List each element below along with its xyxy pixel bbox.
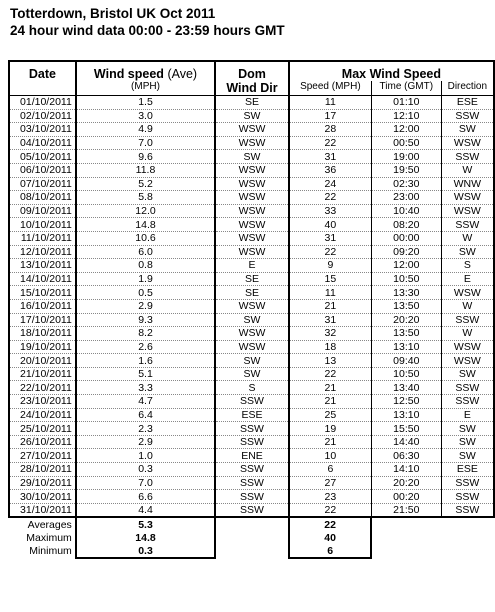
ave-speed-cell: 5.2 bbox=[76, 177, 215, 191]
max-time-cell: 10:40 bbox=[371, 204, 441, 218]
summary-row bbox=[9, 544, 494, 558]
dom-dir-cell: WSW bbox=[215, 204, 289, 218]
table-row bbox=[9, 299, 494, 313]
max-dir-cell: WSW bbox=[441, 136, 494, 150]
date-cell: 16/10/2011 bbox=[9, 299, 76, 313]
max-time-cell: 13:10 bbox=[371, 408, 441, 422]
table-row bbox=[9, 123, 494, 137]
summary-max-speed: 40 bbox=[289, 531, 372, 544]
table-row bbox=[9, 367, 494, 381]
table-row bbox=[9, 327, 494, 341]
date-cell: 02/10/2011 bbox=[9, 109, 76, 123]
dom-dir-cell: WSW bbox=[215, 231, 289, 245]
table-row bbox=[9, 96, 494, 110]
dom-dir-cell: SE bbox=[215, 96, 289, 110]
max-dir-cell: W bbox=[441, 231, 494, 245]
ave-speed-cell: 11.8 bbox=[76, 163, 215, 177]
max-dir-cell: SSW bbox=[441, 381, 494, 395]
ave-speed-cell: 3.3 bbox=[76, 381, 215, 395]
max-dir-cell: WSW bbox=[441, 340, 494, 354]
ave-speed-cell: 9.3 bbox=[76, 313, 215, 327]
date-cell: 27/10/2011 bbox=[9, 449, 76, 463]
ave-speed-cell: 1.5 bbox=[76, 96, 215, 110]
max-speed-cell: 21 bbox=[289, 435, 372, 449]
max-time-cell: 09:20 bbox=[371, 245, 441, 259]
max-time-cell: 00:20 bbox=[371, 490, 441, 504]
date-cell: 13/10/2011 bbox=[9, 259, 76, 273]
ave-speed-cell: 5.8 bbox=[76, 191, 215, 205]
table-row bbox=[9, 163, 494, 177]
table-row bbox=[9, 109, 494, 123]
summary-label: Averages bbox=[27, 518, 72, 531]
date-cell: 08/10/2011 bbox=[9, 191, 76, 205]
table-row bbox=[9, 381, 494, 395]
dom-dir-cell: WSW bbox=[215, 123, 289, 137]
max-time-cell: 21:50 bbox=[371, 503, 441, 517]
ave-speed-cell: 6.4 bbox=[76, 408, 215, 422]
max-dir-cell: WSW bbox=[441, 191, 494, 205]
max-speed-cell: 21 bbox=[289, 395, 372, 409]
max-dir-cell: S bbox=[441, 259, 494, 273]
table-row bbox=[9, 204, 494, 218]
max-dir-cell: W bbox=[441, 163, 494, 177]
dom-dir-cell: SSW bbox=[215, 490, 289, 504]
dom-dir-cell: SW bbox=[215, 354, 289, 368]
table-row bbox=[9, 245, 494, 259]
max-time-cell: 13:40 bbox=[371, 381, 441, 395]
dom-dir-cell: E bbox=[215, 259, 289, 273]
summary-label: Minimum bbox=[29, 545, 72, 558]
max-speed-cell: 24 bbox=[289, 177, 372, 191]
date-cell: 04/10/2011 bbox=[9, 136, 76, 150]
max-dir-cell: ESE bbox=[441, 463, 494, 477]
max-time-cell: 19:50 bbox=[371, 163, 441, 177]
dom-dir-cell: SSW bbox=[215, 503, 289, 517]
max-time-cell: 23:00 bbox=[371, 191, 441, 205]
table-row bbox=[9, 136, 494, 150]
date-cell: 29/10/2011 bbox=[9, 476, 76, 490]
max-speed-cell: 22 bbox=[289, 136, 372, 150]
page-title: Totterdown, Bristol UK Oct 2011 bbox=[10, 6, 216, 21]
wind-data-table bbox=[8, 60, 495, 559]
ave-speed-cell: 7.0 bbox=[76, 136, 215, 150]
max-speed-cell: 10 bbox=[289, 449, 372, 463]
max-speed-cell: 31 bbox=[289, 313, 372, 327]
dom-dir-cell: S bbox=[215, 381, 289, 395]
max-speed-cell: 22 bbox=[289, 191, 372, 205]
dom-header: Dom bbox=[215, 61, 289, 81]
max-time-cell: 00:00 bbox=[371, 231, 441, 245]
max-time-cell: 02:30 bbox=[371, 177, 441, 191]
max-speed-cell: 28 bbox=[289, 123, 372, 137]
max-dir-header: Direction bbox=[441, 81, 494, 96]
ave-speed-cell: 10.6 bbox=[76, 231, 215, 245]
table-row bbox=[9, 395, 494, 409]
max-dir-cell: W bbox=[441, 299, 494, 313]
max-dir-cell: SSW bbox=[441, 476, 494, 490]
table-row bbox=[9, 435, 494, 449]
max-dir-cell: E bbox=[441, 272, 494, 286]
date-cell: 05/10/2011 bbox=[9, 150, 76, 164]
table-row bbox=[9, 231, 494, 245]
dom-dir-cell: SW bbox=[215, 150, 289, 164]
max-dir-cell: SSW bbox=[441, 218, 494, 232]
dom-dir-cell: SE bbox=[215, 286, 289, 300]
max-speed-cell: 13 bbox=[289, 354, 372, 368]
dom-dir-cell: WSW bbox=[215, 299, 289, 313]
date-cell: 01/10/2011 bbox=[9, 96, 76, 110]
ave-speed-cell: 0.3 bbox=[76, 463, 215, 477]
page-subtitle: 24 hour wind data 00:00 - 23:59 hours GMT bbox=[10, 23, 285, 38]
max-time-cell: 01:10 bbox=[371, 96, 441, 110]
ave-speed-cell: 7.0 bbox=[76, 476, 215, 490]
max-wind-header: Max Wind Speed bbox=[289, 61, 494, 81]
dom-dir-cell: SW bbox=[215, 367, 289, 381]
max-dir-cell: SW bbox=[441, 449, 494, 463]
max-dir-cell: SSW bbox=[441, 490, 494, 504]
max-time-cell: 14:10 bbox=[371, 463, 441, 477]
ave-speed-cell: 0.5 bbox=[76, 286, 215, 300]
dom-dir-cell: WSW bbox=[215, 245, 289, 259]
dom-dir-cell: SW bbox=[215, 313, 289, 327]
max-time-cell: 08:20 bbox=[371, 218, 441, 232]
date-cell: 26/10/2011 bbox=[9, 435, 76, 449]
ave-speed-cell: 4.7 bbox=[76, 395, 215, 409]
max-speed-cell: 11 bbox=[289, 96, 372, 110]
table-row bbox=[9, 354, 494, 368]
max-dir-cell: SSW bbox=[441, 150, 494, 164]
date-cell: 19/10/2011 bbox=[9, 340, 76, 354]
summary-ave-speed: 14.8 bbox=[76, 531, 215, 544]
summary-ave-speed: 5.3 bbox=[76, 517, 215, 531]
summary-ave-speed: 0.3 bbox=[76, 544, 215, 558]
ave-speed-cell: 3.0 bbox=[76, 109, 215, 123]
max-dir-cell: WNW bbox=[441, 177, 494, 191]
ave-speed-cell: 2.3 bbox=[76, 422, 215, 436]
dom-dir-cell: WSW bbox=[215, 191, 289, 205]
max-time-cell: 09:40 bbox=[371, 354, 441, 368]
max-time-cell: 13:10 bbox=[371, 340, 441, 354]
ave-speed-cell: 2.9 bbox=[76, 435, 215, 449]
table-row bbox=[9, 218, 494, 232]
max-speed-header: Speed (MPH) bbox=[289, 81, 372, 96]
max-speed-cell: 27 bbox=[289, 476, 372, 490]
dom-dir-cell: SSW bbox=[215, 463, 289, 477]
date-cell: 11/10/2011 bbox=[9, 231, 76, 245]
date-cell: 14/10/2011 bbox=[9, 272, 76, 286]
table-row bbox=[9, 463, 494, 477]
dom-header-line2: Wind Dir bbox=[215, 81, 289, 96]
dom-dir-cell: ENE bbox=[215, 449, 289, 463]
max-time-cell: 12:00 bbox=[371, 123, 441, 137]
date-header: Date bbox=[9, 61, 76, 81]
max-speed-cell: 17 bbox=[289, 109, 372, 123]
dom-dir-cell: WSW bbox=[215, 163, 289, 177]
max-time-cell: 19:00 bbox=[371, 150, 441, 164]
summary-row bbox=[9, 531, 494, 544]
max-dir-cell: SW bbox=[441, 245, 494, 259]
dom-dir-cell: ESE bbox=[215, 408, 289, 422]
max-dir-cell: SW bbox=[441, 367, 494, 381]
ave-speed-cell: 6.6 bbox=[76, 490, 215, 504]
date-cell: 15/10/2011 bbox=[9, 286, 76, 300]
max-dir-cell: SW bbox=[441, 123, 494, 137]
dom-dir-cell: WSW bbox=[215, 177, 289, 191]
max-dir-cell: SSW bbox=[441, 503, 494, 517]
date-cell: 03/10/2011 bbox=[9, 123, 76, 137]
summary-label: Maximum bbox=[26, 531, 72, 544]
max-speed-cell: 40 bbox=[289, 218, 372, 232]
date-cell: 30/10/2011 bbox=[9, 490, 76, 504]
ave-speed-cell: 6.0 bbox=[76, 245, 215, 259]
max-time-cell: 12:10 bbox=[371, 109, 441, 123]
subheader-row bbox=[9, 81, 494, 96]
max-speed-cell: 25 bbox=[289, 408, 372, 422]
ave-speed-cell: 5.1 bbox=[76, 367, 215, 381]
ave-speed-cell: 2.6 bbox=[76, 340, 215, 354]
dom-dir-cell: WSW bbox=[215, 218, 289, 232]
max-speed-cell: 22 bbox=[289, 367, 372, 381]
max-time-cell: 00:50 bbox=[371, 136, 441, 150]
dom-dir-cell: SSW bbox=[215, 422, 289, 436]
max-speed-cell: 31 bbox=[289, 150, 372, 164]
max-speed-cell: 31 bbox=[289, 231, 372, 245]
date-cell: 18/10/2011 bbox=[9, 327, 76, 341]
dom-dir-cell: SE bbox=[215, 272, 289, 286]
date-cell: 07/10/2011 bbox=[9, 177, 76, 191]
wind-speed-header: Wind speed (Ave) bbox=[76, 61, 215, 81]
table-row bbox=[9, 503, 494, 517]
table-row bbox=[9, 272, 494, 286]
table-row bbox=[9, 490, 494, 504]
table-row bbox=[9, 177, 494, 191]
table-row bbox=[9, 259, 494, 273]
table-row bbox=[9, 340, 494, 354]
ave-speed-cell: 12.0 bbox=[76, 204, 215, 218]
table-row bbox=[9, 191, 494, 205]
max-dir-cell: SSW bbox=[441, 395, 494, 409]
ave-speed-cell: 1.9 bbox=[76, 272, 215, 286]
max-dir-cell: SW bbox=[441, 422, 494, 436]
table-row bbox=[9, 422, 494, 436]
max-time-cell: 10:50 bbox=[371, 367, 441, 381]
dom-dir-cell: SSW bbox=[215, 395, 289, 409]
max-time-cell: 12:50 bbox=[371, 395, 441, 409]
date-cell: 09/10/2011 bbox=[9, 204, 76, 218]
max-time-cell: 10:50 bbox=[371, 272, 441, 286]
max-speed-cell: 21 bbox=[289, 299, 372, 313]
summary-max-speed: 6 bbox=[289, 544, 372, 558]
date-cell: 20/10/2011 bbox=[9, 354, 76, 368]
max-speed-cell: 9 bbox=[289, 259, 372, 273]
max-dir-cell: SSW bbox=[441, 313, 494, 327]
date-cell: 17/10/2011 bbox=[9, 313, 76, 327]
max-time-cell: 13:50 bbox=[371, 327, 441, 341]
ave-speed-cell: 1.0 bbox=[76, 449, 215, 463]
max-time-cell: 06:30 bbox=[371, 449, 441, 463]
max-dir-cell: WSW bbox=[441, 204, 494, 218]
table-row bbox=[9, 449, 494, 463]
max-time-cell: 13:50 bbox=[371, 299, 441, 313]
date-cell: 12/10/2011 bbox=[9, 245, 76, 259]
table-row bbox=[9, 408, 494, 422]
max-dir-cell: E bbox=[441, 408, 494, 422]
date-cell: 25/10/2011 bbox=[9, 422, 76, 436]
max-speed-cell: 23 bbox=[289, 490, 372, 504]
ave-speed-cell: 9.6 bbox=[76, 150, 215, 164]
date-cell: 23/10/2011 bbox=[9, 395, 76, 409]
table-row bbox=[9, 286, 494, 300]
header-row bbox=[9, 61, 494, 81]
ave-speed-cell: 1.6 bbox=[76, 354, 215, 368]
max-time-header: Time (GMT) bbox=[371, 81, 441, 96]
date-cell: 31/10/2011 bbox=[9, 503, 76, 517]
max-speed-cell: 21 bbox=[289, 381, 372, 395]
max-dir-cell: WSW bbox=[441, 286, 494, 300]
ave-speed-cell: 14.8 bbox=[76, 218, 215, 232]
dom-dir-cell: WSW bbox=[215, 327, 289, 341]
dom-dir-cell: SW bbox=[215, 109, 289, 123]
ave-speed-cell: 0.8 bbox=[76, 259, 215, 273]
max-speed-cell: 22 bbox=[289, 503, 372, 517]
max-time-cell: 15:50 bbox=[371, 422, 441, 436]
dom-dir-cell: WSW bbox=[215, 340, 289, 354]
date-cell: 22/10/2011 bbox=[9, 381, 76, 395]
ave-speed-cell: 4.9 bbox=[76, 123, 215, 137]
max-time-cell: 14:40 bbox=[371, 435, 441, 449]
max-time-cell: 12:00 bbox=[371, 259, 441, 273]
max-speed-cell: 15 bbox=[289, 272, 372, 286]
max-speed-cell: 32 bbox=[289, 327, 372, 341]
max-time-cell: 20:20 bbox=[371, 313, 441, 327]
max-speed-cell: 6 bbox=[289, 463, 372, 477]
summary-row bbox=[9, 517, 494, 531]
date-cell: 21/10/2011 bbox=[9, 367, 76, 381]
max-dir-cell: WSW bbox=[441, 354, 494, 368]
max-dir-cell: SW bbox=[441, 435, 494, 449]
max-speed-cell: 33 bbox=[289, 204, 372, 218]
ave-speed-cell: 2.9 bbox=[76, 299, 215, 313]
date-cell: 24/10/2011 bbox=[9, 408, 76, 422]
max-speed-cell: 11 bbox=[289, 286, 372, 300]
max-dir-cell: ESE bbox=[441, 96, 494, 110]
table-row bbox=[9, 150, 494, 164]
table-row bbox=[9, 476, 494, 490]
table-row bbox=[9, 313, 494, 327]
dom-dir-cell: SSW bbox=[215, 435, 289, 449]
max-dir-cell: SSW bbox=[441, 109, 494, 123]
dom-dir-cell: SSW bbox=[215, 476, 289, 490]
max-time-cell: 20:20 bbox=[371, 476, 441, 490]
max-speed-cell: 18 bbox=[289, 340, 372, 354]
max-speed-cell: 19 bbox=[289, 422, 372, 436]
summary-max-speed: 22 bbox=[289, 517, 372, 531]
max-speed-cell: 22 bbox=[289, 245, 372, 259]
date-cell: 10/10/2011 bbox=[9, 218, 76, 232]
dom-dir-cell: WSW bbox=[215, 136, 289, 150]
date-cell: 06/10/2011 bbox=[9, 163, 76, 177]
max-time-cell: 13:30 bbox=[371, 286, 441, 300]
max-dir-cell: W bbox=[441, 327, 494, 341]
date-cell: 28/10/2011 bbox=[9, 463, 76, 477]
wind-speed-unit: (MPH) bbox=[76, 81, 215, 96]
ave-speed-cell: 8.2 bbox=[76, 327, 215, 341]
ave-speed-cell: 4.4 bbox=[76, 503, 215, 517]
max-speed-cell: 36 bbox=[289, 163, 372, 177]
